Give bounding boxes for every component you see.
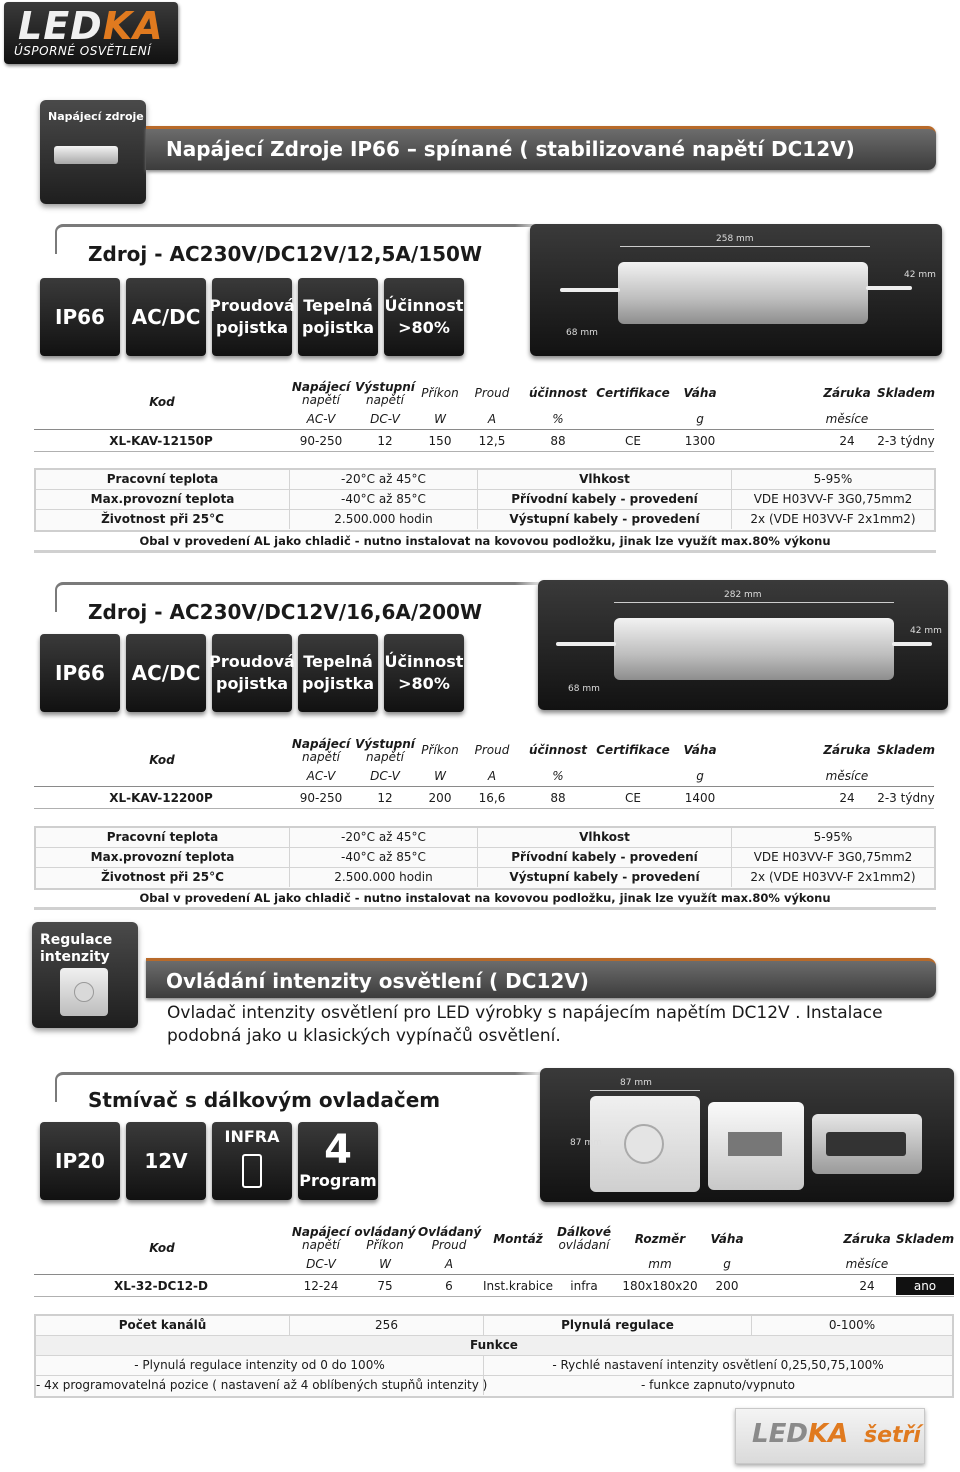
cell-prikon: 200	[428, 791, 452, 805]
detail-grid	[34, 468, 936, 532]
header-rozmer: Rozměr	[634, 1232, 686, 1246]
header-vystupni: Výstupní	[355, 380, 415, 394]
detail-value: VDE H03VV-F 3G0,75mm2	[753, 850, 913, 864]
detail-label: Pracovní teplota	[36, 470, 290, 489]
detail-value: 2x (VDE H03VV-F 2x1mm2)	[750, 512, 916, 526]
product-title: Zdroj - AC230V/DC12V/12,5A/150W	[88, 242, 483, 266]
header-ovladany-prikon-2: Příkon	[366, 1238, 404, 1252]
header-proud: Proud	[474, 386, 510, 400]
unit-percent: %	[552, 412, 564, 426]
footer-slogan: šetří	[864, 1423, 921, 1448]
efficiency-icon: Účinnost >80%	[384, 634, 464, 712]
header-skladem: Skladem	[896, 1232, 955, 1246]
cell-skladem: ano	[896, 1277, 954, 1295]
dimension-height: 68 mm	[568, 684, 600, 694]
header-kod: Kod	[149, 753, 175, 767]
cell-vaha: 1400	[684, 791, 716, 805]
cell-kod: XL-KAV-12150P	[109, 434, 213, 448]
cell-kod: XL-32-DC12-D	[114, 1279, 208, 1293]
cell-dalkove: infra	[570, 1279, 598, 1293]
logo-tagline: ÚSPORNÉ OSVĚTLENÍ	[14, 44, 152, 58]
unit-mm: mm	[648, 1257, 672, 1271]
product-photo	[540, 1068, 954, 1202]
detail-value: 2x (VDE H03VV-F 2x1mm2)	[750, 870, 916, 884]
header-prikon: Příkon	[421, 386, 459, 400]
controller-board-image	[708, 1102, 804, 1190]
header-zaruka: Záruka	[823, 743, 871, 757]
dimension-height: 68 mm	[566, 328, 598, 338]
cell-kod: XL-KAV-12200P	[109, 791, 213, 805]
detail-value: -40°C až 85°C	[290, 490, 478, 509]
header-napajeci-2: napětí	[302, 750, 340, 764]
product-title: Zdroj - AC230V/DC12V/16,6A/200W	[88, 600, 483, 624]
unit-ac: AC-V	[306, 769, 336, 783]
header-ovladany-proud: Ovládaný	[418, 1225, 482, 1239]
header-vystupni-2: napětí	[366, 393, 404, 407]
funkce-label: Funkce	[470, 1338, 518, 1352]
cell-napajeci: 90-250	[299, 791, 343, 805]
remote-control-image	[812, 1114, 922, 1174]
header-skladem: Skladem	[876, 743, 936, 757]
program-icon: 4 Program	[298, 1122, 378, 1200]
detail-label: Vlhkost	[478, 470, 732, 489]
detail-label: Počet kanálů	[36, 1316, 290, 1335]
header-vystupni-2: napětí	[366, 750, 404, 764]
header-certifikace: Certifikace	[596, 743, 670, 757]
dimension-depth: 42 mm	[904, 270, 936, 280]
detail-value: 2.500.000 hodin	[290, 868, 478, 887]
cell-zaruka: 24	[839, 434, 855, 448]
funkce-item: - Plynulá regulace intenzity od 0 do 100%	[36, 1356, 484, 1375]
unit-g: g	[696, 412, 704, 426]
current-fuse-icon: Proudová pojistka	[212, 278, 292, 356]
ledka-logo	[4, 2, 178, 64]
header-vystupni: Výstupní	[355, 737, 415, 751]
unit-w: W	[434, 769, 446, 783]
section-banner	[146, 958, 936, 998]
unit-a: A	[487, 769, 497, 783]
cell-napajeci: 90-250	[299, 434, 343, 448]
header-ovladany-prikon: ovládaný	[354, 1225, 416, 1239]
detail-label: Plynulá regulace	[484, 1316, 752, 1335]
section-thumbnail-dimming	[32, 922, 138, 1028]
cell-vaha: 200	[715, 1279, 739, 1293]
cell-skladem: 2-3 týdny	[877, 791, 935, 805]
detail-value: 0-100%	[828, 1318, 876, 1332]
header-ovladany-proud-2: Proud	[431, 1238, 467, 1252]
efficiency-icon: Účinnost >80%	[384, 278, 464, 356]
header-dalkove-2: ovládaní	[558, 1238, 610, 1252]
header-proud: Proud	[474, 743, 510, 757]
unit-a: A	[444, 1257, 454, 1271]
cell-proud: 6	[445, 1279, 453, 1293]
detail-label: Přívodní kabely - provedení	[478, 848, 732, 867]
header-kod: Kod	[149, 395, 175, 409]
cell-vystupni: 12	[377, 434, 393, 448]
thermal-fuse-icon: Tepelná pojistka	[298, 634, 378, 712]
detail-label: Přívodní kabely - provedení	[478, 490, 732, 509]
dimension-width: 87 mm	[620, 1078, 652, 1088]
cell-proud: 16,6	[478, 791, 506, 805]
cell-skladem: 2-3 týdny	[877, 434, 935, 448]
section-description	[167, 1002, 883, 1048]
unit-g: g	[723, 1257, 731, 1271]
funkce-item: - Rychlé nastavení intenzity osvětlení 0,25,50,75,100%	[552, 1358, 884, 1372]
ac-dc-icon: AC/DC	[126, 278, 206, 356]
ac-dc-icon: AC/DC	[126, 634, 206, 712]
ip20-icon: IP20	[40, 1122, 120, 1200]
cell-zaruka: 24	[839, 791, 855, 805]
funkce-item: - funkce zapnuto/vypnuto	[641, 1378, 795, 1392]
thumbnail-label: Napájecí zdroje	[48, 110, 144, 123]
dimension-height: 87 mm	[570, 1138, 602, 1148]
infra-remote-icon: INFRA	[212, 1122, 292, 1200]
detail-label: Max.provozní teplota	[36, 490, 290, 509]
detail-grid	[34, 1314, 954, 1398]
power-supply-thumbnail-image	[54, 146, 118, 164]
cell-vaha: 1300	[684, 434, 716, 448]
cell-zaruka: 24	[859, 1279, 875, 1293]
dimmer-thumbnail-image	[60, 968, 108, 1016]
detail-value: -40°C až 85°C	[290, 848, 478, 867]
header-napajeci-2: napětí	[302, 1238, 340, 1252]
unit-mesice: měsíce	[825, 769, 869, 783]
dimension-length: 258 mm	[716, 234, 754, 244]
installation-note: Obal v provedení AL jako chladič - nutno instalovat na kovovou podložku, jinak lze využít max.80% výkonu	[139, 534, 831, 548]
header-montaz: Montáž	[493, 1232, 543, 1246]
header-vaha: Váha	[683, 386, 717, 400]
detail-value: VDE H03VV-F 3G0,75mm2	[753, 492, 913, 506]
detail-grid	[34, 826, 936, 890]
dimmer-image	[590, 1096, 700, 1192]
ip66-icon: IP66	[40, 634, 120, 712]
cell-rozmer: 180x180x20	[622, 1279, 698, 1293]
header-vaha: Váha	[683, 743, 717, 757]
cell-prikon: 75	[377, 1279, 393, 1293]
detail-value: -20°C až 45°C	[290, 470, 478, 489]
section-title: Napájecí Zdroje IP66 – spínané ( stabilizované napětí DC12V)	[166, 137, 855, 161]
detail-label: Výstupní kabely - provedení	[478, 868, 732, 887]
cell-certifikace: CE	[625, 434, 641, 448]
product-photo	[530, 224, 942, 356]
cell-ucinnost: 88	[550, 791, 566, 805]
header-napajeci: Napájecí	[291, 1225, 351, 1239]
detail-value: -20°C až 45°C	[290, 828, 478, 847]
detail-label: Vlhkost	[478, 828, 732, 847]
unit-dc: DC-V	[370, 412, 400, 426]
header-napajeci: Napájecí	[291, 737, 351, 751]
funkce-item: - 4x programovatelná pozice ( nastavení až 4 oblíbených stupňů intenzity )	[36, 1376, 484, 1395]
section-thumbnail-power-supplies	[40, 100, 146, 204]
unit-g: g	[696, 769, 704, 783]
ip66-icon: IP66	[40, 278, 120, 356]
header-zaruka: Záruka	[823, 386, 871, 400]
unit-w: W	[379, 1257, 391, 1271]
header-dalkove: Dálkové	[557, 1225, 611, 1239]
cell-napajeci: 12-24	[303, 1279, 339, 1293]
description-line: Ovladač intenzity osvětlení pro LED výrobky s napájecím napětím DC12V . Instalace	[167, 1003, 883, 1023]
product-photo	[538, 580, 948, 710]
current-fuse-icon: Proudová pojistka	[212, 634, 292, 712]
cell-certifikace: CE	[625, 791, 641, 805]
header-ucinnost: účinnost	[529, 386, 587, 400]
unit-dc: DC-V	[370, 769, 400, 783]
detail-label: Max.provozní teplota	[36, 848, 290, 867]
unit-percent: %	[552, 769, 564, 783]
footer-logo	[735, 1408, 925, 1464]
installation-note: Obal v provedení AL jako chladič - nutno instalovat na kovovou podložku, jinak lze využít max.80% výkonu	[139, 891, 831, 905]
header-prikon: Příkon	[421, 743, 459, 757]
product-title: Stmívač s dálkovým ovladačem	[88, 1088, 441, 1112]
detail-label: Výstupní kabely - provedení	[478, 510, 732, 529]
section-title: Ovládání intenzity osvětlení ( DC12V)	[166, 969, 589, 993]
unit-mesice: měsíce	[825, 412, 869, 426]
unit-w: W	[434, 412, 446, 426]
detail-label: Životnost při 25°C	[36, 510, 290, 529]
cell-ucinnost: 88	[550, 434, 566, 448]
detail-value: 5-95%	[813, 472, 853, 486]
unit-ac: AC-V	[306, 412, 336, 426]
header-zaruka: Záruka	[843, 1232, 891, 1246]
12v-icon: 12V	[126, 1122, 206, 1200]
header-skladem: Skladem	[876, 386, 936, 400]
thermal-fuse-icon: Tepelná pojistka	[298, 278, 378, 356]
header-kod: Kod	[149, 1241, 175, 1255]
thumbnail-label: Regulace intenzity	[40, 932, 113, 965]
dimension-depth: 42 mm	[910, 626, 942, 636]
power-supply-image	[618, 262, 868, 324]
header-vaha: Váha	[710, 1232, 744, 1246]
detail-value: 5-95%	[813, 830, 853, 844]
unit-mesice: měsíce	[845, 1257, 889, 1271]
description-line: podobná jako u klasických vypínačů osvětlení.	[167, 1026, 561, 1046]
cell-proud: 12,5	[478, 434, 506, 448]
detail-value: 256	[290, 1316, 484, 1335]
logo-brand: LEDKA	[18, 4, 164, 48]
cell-prikon: 150	[428, 434, 452, 448]
detail-label: Životnost při 25°C	[36, 868, 290, 887]
detail-value: 2.500.000 hodin	[290, 510, 478, 529]
unit-a: A	[487, 412, 497, 426]
detail-label: Pracovní teplota	[36, 828, 290, 847]
header-certifikace: Certifikace	[596, 386, 670, 400]
footer-brand: LEDKA	[752, 1419, 849, 1449]
section-banner	[146, 126, 936, 170]
cell-vystupni: 12	[377, 791, 393, 805]
unit-dc: DC-V	[306, 1257, 336, 1271]
header-napajeci-2: napětí	[302, 393, 340, 407]
header-ucinnost: účinnost	[529, 743, 587, 757]
cell-montaz: Inst.krabice	[482, 1279, 554, 1293]
power-supply-image	[614, 618, 894, 680]
header-napajeci: Napájecí	[291, 380, 351, 394]
dimension-length: 282 mm	[724, 590, 762, 600]
